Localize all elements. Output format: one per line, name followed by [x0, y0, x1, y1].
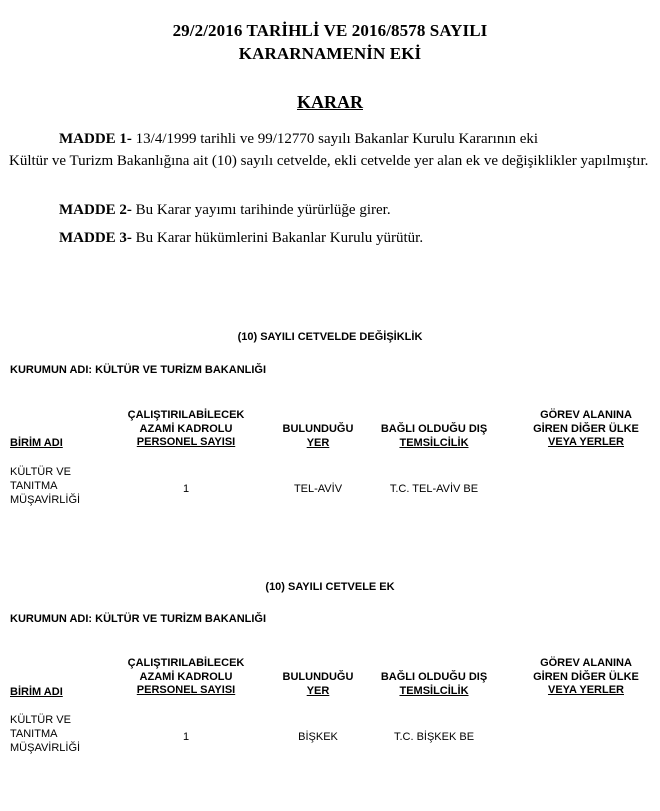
header-dis-temsilcilik: BAĞLI OLDUĞU DIŞ TEMSİLCİLİK — [380, 671, 488, 697]
article-2 — [59, 200, 391, 222]
karar-title: KARAR — [297, 92, 363, 112]
article-1-label: MADDE 1- — [59, 131, 132, 147]
article-3 — [59, 228, 423, 250]
article-1-continuation: Kültür ve Turizm Bakanlığına ait (10) sayılı cetvelde, ekli cetvelde yer alan ek ve değişiklikler yapılmıştır. — [9, 152, 649, 169]
cell-bulundugu-yer: TEL-AVİV — [293, 483, 343, 495]
cell-dis-temsilcilik: T.C. TEL-AVİV BE — [389, 483, 479, 495]
header-diger-ulke: GÖREV ALANINA GİREN DİĞER ÜLKE VEYA YERLER — [533, 657, 639, 696]
institution-name: KURUMUN ADI: KÜLTÜR VE TURİZM BAKANLIĞI — [10, 364, 267, 376]
cell-birim-adi: KÜLTÜR VE TANITMA MÜŞAVİRLİĞİ — [10, 466, 81, 506]
article-2-label: MADDE 2- — [59, 202, 132, 218]
table-title: (10) SAYILI CETVELE EK — [265, 581, 395, 593]
article-1 — [9, 129, 653, 172]
header-birim-adi: BİRİM ADI — [10, 437, 63, 449]
institution-name: KURUMUN ADI: KÜLTÜR VE TURİZM BAKANLIĞI — [10, 613, 267, 625]
article-1-text: 13/4/1999 tarihli ve 99/12770 sayılı Bakanlar Kurulu Kararının eki — [131, 131, 539, 147]
article-3-label: MADDE 3- — [59, 230, 132, 246]
article-1-first-line — [9, 129, 653, 151]
cell-dis-temsilcilik: T.C. BİŞKEK BE — [393, 731, 475, 743]
karar-heading — [0, 92, 660, 113]
decree-header-line-1: 29/2/2016 TARİHLİ VE 2016/8578 SAYILI — [172, 21, 488, 40]
cell-personel-sayisi: 1 — [182, 483, 190, 495]
table-title: (10) SAYILI CETVELDE DEĞİŞİKLİK — [237, 331, 423, 343]
decree-header-line-2: KARARNAMENİN EKİ — [238, 44, 422, 63]
header-bulundugu-yer: BULUNDUĞU YER — [282, 423, 354, 449]
header-diger-ulke: GÖREV ALANINA GİREN DİĞER ÜLKE VEYA YERLER — [533, 409, 639, 448]
header-birim-adi: BİRİM ADI — [10, 686, 63, 698]
cell-bulundugu-yer: BİŞKEK — [298, 731, 338, 743]
header-personel-sayisi: ÇALIŞTIRILABİLECEK AZAMİ KADROLU PERSONEL SAYISI — [127, 657, 245, 696]
cell-birim-adi: KÜLTÜR VE TANITMA MÜŞAVİRLİĞİ — [10, 714, 81, 754]
cell-personel-sayisi: 1 — [182, 731, 190, 743]
article-3-text: Bu Karar hükümlerini Bakanlar Kurulu yürütür. — [131, 230, 424, 246]
article-2-text: Bu Karar yayımı tarihinde yürürlüğe girer. — [131, 202, 391, 218]
header-dis-temsilcilik: BAĞLI OLDUĞU DIŞ TEMSİLCİLİK — [380, 423, 488, 449]
header-personel-sayisi: ÇALIŞTIRILABİLECEK AZAMİ KADROLU PERSONEL SAYISI — [127, 409, 245, 448]
header-bulundugu-yer: BULUNDUĞU YER — [282, 671, 354, 697]
